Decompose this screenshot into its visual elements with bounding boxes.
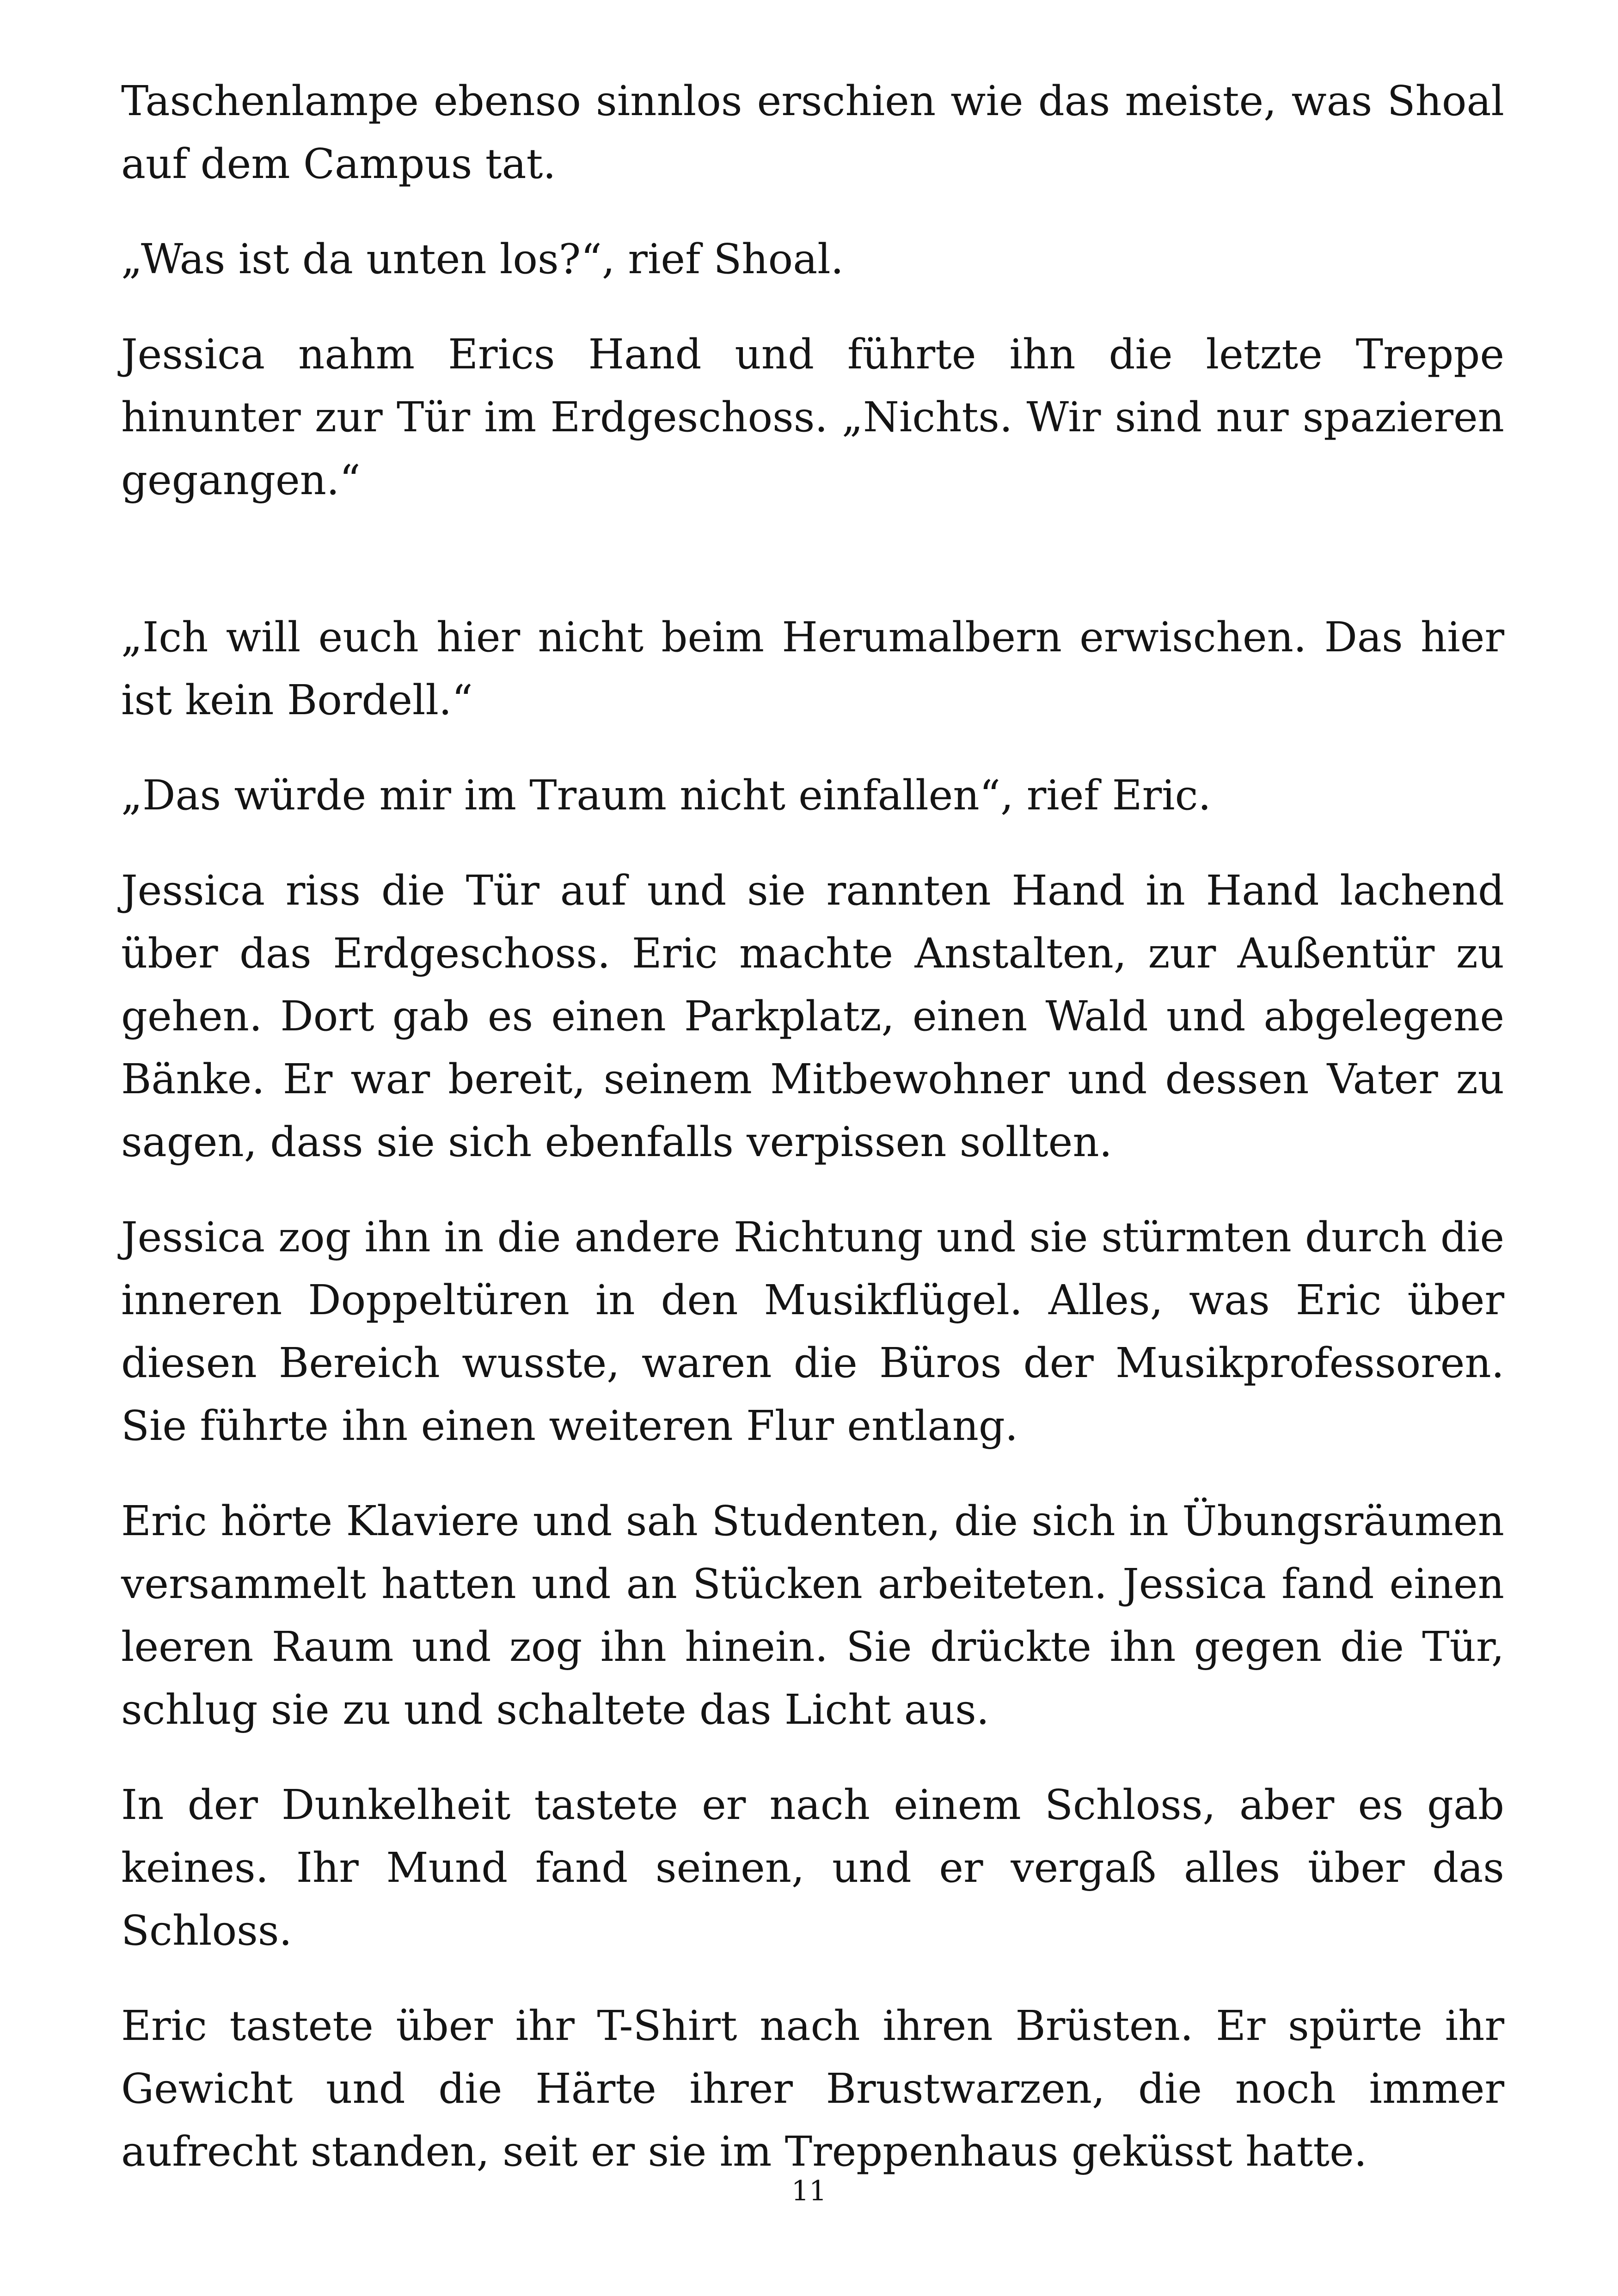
paragraph: In der Dunkelheit tastete er nach einem Schloss, aber es gab keines. Ihr Mund fand seinen, und er vergaß alles über das Schloss.	[121, 1781, 1504, 1954]
paragraph: „Das würde mir im Traum nicht einfallen“, rief Eric.	[121, 771, 1211, 819]
paragraph: Jessica zog ihn in die andere Richtung und sie stürmten durch die inneren Doppeltüren in den Musikflügel. Alles, was Eric über diesen Bereich wusste, waren die Büros der Musikprofessoren. Sie führte ihn einen weiteren Flur entlang.	[121, 1213, 1504, 1450]
paragraph: „Was ist da unten los?“, rief Shoal.	[121, 235, 844, 283]
text-column	[121, 69, 1504, 2215]
paragraph: „Ich will euch hier nicht beim Herumalbern erwischen. Das hier ist kein Bordell.“	[121, 613, 1504, 724]
paragraph: Jessica riss die Tür auf und sie rannten Hand in Hand lachend über das Erdgeschoss. Eric machte Anstalten, zur Außentür zu gehen. Dort gab es einen Parkplatz, einen Wald und abgelegene Bänke. Er war bereit, seinem Mitbewohner und dessen Vater zu sagen, dass sie sich ebenfalls verpissen sollten.	[121, 866, 1504, 1166]
paragraph: Eric tastete über ihr T-Shirt nach ihren Brüsten. Er spürte ihr Gewicht und die Härte ihrer Brustwarzen, die noch immer aufrecht standen, seit er sie im Treppenhaus geküsst hatte.	[121, 2002, 1504, 2175]
paragraph: Eric hörte Klaviere und sah Studenten, die sich in Übungsräumen versammelt hatten und an Stücken arbeiteten. Jessica fand einen leeren Raum und zog ihn hinein. Sie drückte ihn gegen die Tür, schlug sie zu und schaltete das Licht aus.	[121, 1497, 1504, 1733]
paragraph: Taschenlampe ebenso sinnlos erschien wie das meiste, was Shoal auf dem Campus tat.	[121, 77, 1504, 188]
paragraph: Jessica nahm Erics Hand und führte ihn die letzte Treppe hinunter zur Tür im Erdgeschoss. „Nichts. Wir sind nur spazieren gegangen.“	[121, 330, 1504, 504]
page-number: 11	[791, 2175, 827, 2207]
